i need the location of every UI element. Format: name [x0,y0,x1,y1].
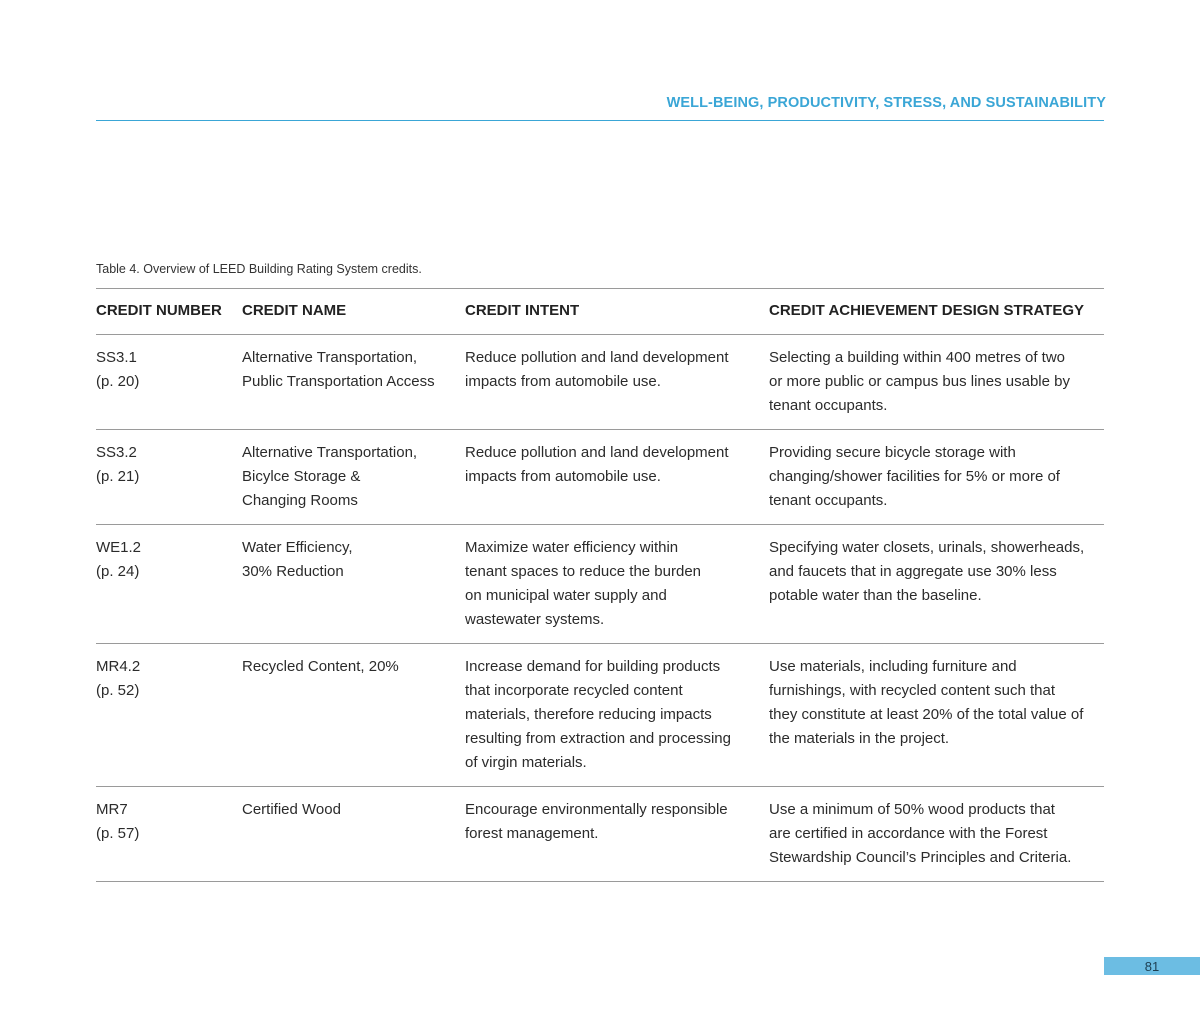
cell-text-line: Alternative Transportation, [242,349,418,366]
cell-text-line: Reduce pollution and land development [465,349,729,366]
table-row [96,335,1104,430]
credit-number-cell [96,644,242,787]
cell-text-line: furnishings, with recycled content such that [769,682,1055,699]
credit-name-cell [242,644,465,787]
column-header-credit-intent: CREDIT INTENT [465,289,769,335]
credit-number-cell [96,430,242,525]
credit-name-cell [242,525,465,644]
page-number: 81 [1104,957,1200,975]
cell-text-line: tenant occupants. [769,397,888,414]
cell-text-line: wastewater systems. [465,611,605,628]
cell-text-line: Selecting a building within 400 metres of two [769,349,1066,366]
design-strategy-cell [769,644,1104,787]
cell-text-line: WE1.2 [96,539,142,556]
cell-text-line: are certified in accordance with the Forest [769,825,1048,842]
credit-intent-cell [465,430,769,525]
column-header-credit-number: CREDIT NUMBER [96,289,242,335]
table-row [96,644,1104,787]
credit-name-cell [242,335,465,430]
credit-name-cell [242,430,465,525]
cell-text-line: or more public or campus bus lines usable by [769,373,1070,390]
credit-intent-cell [465,525,769,644]
table-header-row [96,289,1104,335]
cell-text-line: (p. 21) [96,468,140,485]
cell-text-line: Alternative Transportation, [242,444,418,461]
cell-text-line: Encourage environmentally responsible [465,801,728,818]
cell-text-line: tenant spaces to reduce the burden [465,563,702,580]
cell-text-line: Use a minimum of 50% wood products that [769,801,1055,818]
credit-intent-cell [465,644,769,787]
cell-text-line: changing/shower facilities for 5% or more of [769,468,1060,485]
cell-text-line: Use materials, including furniture and [769,658,1017,675]
design-strategy-cell [769,525,1104,644]
header-divider [96,120,1104,121]
credit-name-cell [242,787,465,882]
cell-text-line: Maximize water efficiency within [465,539,679,556]
cell-text-line: the materials in the project. [769,730,950,747]
cell-text-line: Bicylce Storage & [242,468,361,485]
table-row [96,787,1104,882]
cell-text-line: tenant occupants. [769,492,888,509]
cell-text-line: (p. 57) [96,825,140,842]
cell-text-line: materials, therefore reducing impacts [465,706,712,723]
cell-text-line: Reduce pollution and land development [465,444,729,461]
cell-text-line: impacts from automobile use. [465,468,661,485]
cell-text-line: and faucets that in aggregate use 30% less [769,563,1057,580]
cell-text-line: 30% Reduction [242,563,344,580]
credit-number-cell [96,335,242,430]
cell-text-line: Increase demand for building products [465,658,721,675]
cell-text-line: MR4.2 [96,658,141,675]
cell-text-line: (p. 52) [96,682,140,699]
running-header-title: WELL-BEING, PRODUCTIVITY, STRESS, AND SUSTAINABILITY [666,95,1106,111]
cell-text-line: resulting from extraction and processing [465,730,731,747]
design-strategy-cell [769,787,1104,882]
table-row [96,430,1104,525]
cell-text-line: of virgin materials. [465,754,587,771]
cell-text-line: (p. 24) [96,563,140,580]
cell-text-line: Public Transportation Access [242,373,435,390]
cell-text-line: Stewardship Council’s Principles and Criteria. [769,849,1072,866]
design-strategy-cell [769,430,1104,525]
credit-number-cell [96,787,242,882]
cell-text-line: Water Efficiency, [242,539,353,556]
cell-text-line: SS3.2 [96,444,137,461]
credit-intent-cell [465,335,769,430]
cell-text-line: MR7 [96,801,128,818]
design-strategy-cell [769,335,1104,430]
cell-text-line: Recycled Content, 20% [242,658,399,675]
cell-text-line: Changing Rooms [242,492,358,509]
cell-text-line: SS3.1 [96,349,137,366]
table-body [96,335,1104,882]
table-row [96,525,1104,644]
column-header-credit-name: CREDIT NAME [242,289,465,335]
cell-text-line: (p. 20) [96,373,140,390]
cell-text-line: they constitute at least 20% of the total value of [769,706,1084,723]
table-caption: Table 4. Overview of LEED Building Rating System credits. [96,262,422,276]
cell-text-line: potable water than the baseline. [769,587,982,604]
leed-credits-table [96,288,1104,882]
cell-text-line: that incorporate recycled content [465,682,683,699]
cell-text-line: Certified Wood [242,801,341,818]
credit-number-cell [96,525,242,644]
cell-text-line: Specifying water closets, urinals, showerheads, [769,539,1085,556]
cell-text-line: impacts from automobile use. [465,373,661,390]
column-header-design-strategy: CREDIT ACHIEVEMENT DESIGN STRATEGY [769,289,1104,335]
cell-text-line: forest management. [465,825,599,842]
credit-intent-cell [465,787,769,882]
cell-text-line: Providing secure bicycle storage with [769,444,1016,461]
cell-text-line: on municipal water supply and [465,587,667,604]
